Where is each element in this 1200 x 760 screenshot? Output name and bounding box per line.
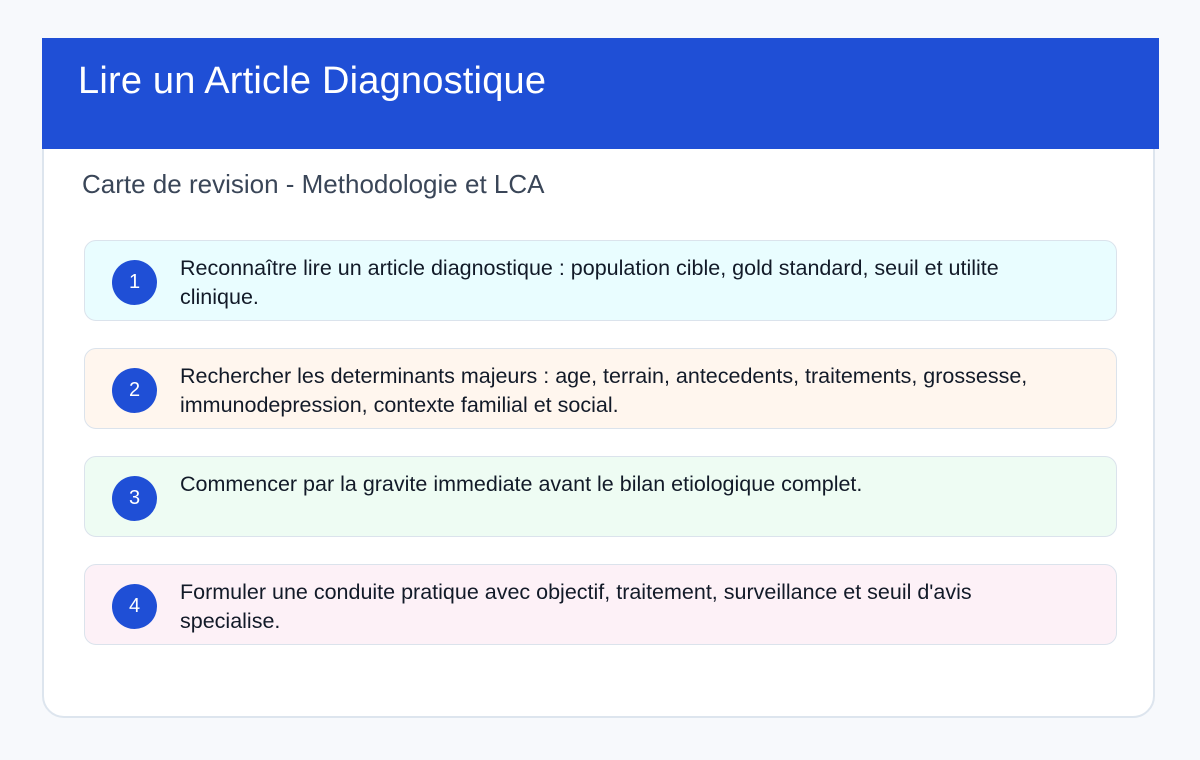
step-item-4: [84, 564, 1117, 645]
step-text: Rechercher les determinants majeurs : age, terrain, antecedents, traitements, grossesse, immunodepression, contexte familial et social.: [180, 364, 1028, 417]
card-subtitle: Carte de revision - Methodologie et LCA: [82, 169, 545, 199]
step-number-badge: 1: [112, 260, 157, 305]
steps-list: [84, 240, 1117, 672]
step-text: Reconnaître lire un article diagnostique : population cible, gold standard, seuil et utilite clinique.: [180, 256, 999, 309]
step-item-3: [84, 456, 1117, 537]
step-number-badge: 2: [112, 368, 157, 413]
step-item-1: [84, 240, 1117, 321]
step-text: Commencer par la gravite immediate avant le bilan etiologique complet.: [180, 472, 863, 496]
step-text: Formuler une conduite pratique avec objectif, traitement, surveillance et seuil d'avis specialise.: [180, 580, 972, 633]
step-number-badge: 4: [112, 584, 157, 629]
card-header: [42, 38, 1159, 149]
step-number-badge: 3: [112, 476, 157, 521]
page-title: Lire un Article Diagnostique: [78, 60, 547, 102]
step-item-2: [84, 348, 1117, 429]
